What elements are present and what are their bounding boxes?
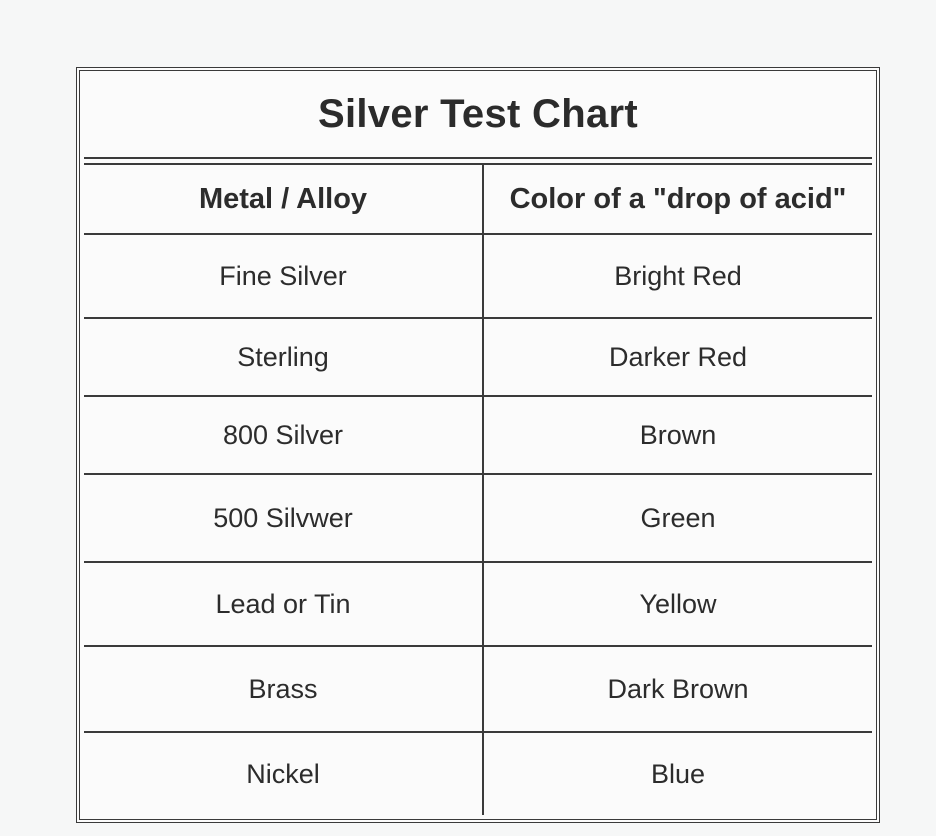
silver-test-chart	[76, 67, 880, 823]
color-cell: Yellow	[483, 562, 872, 646]
title-box	[84, 75, 872, 159]
metal-cell: Fine Silver	[84, 234, 483, 318]
header-metal-alloy: Metal / Alloy	[84, 165, 483, 234]
silver-test-table	[84, 165, 872, 815]
metal-cell: Lead or Tin	[84, 562, 483, 646]
table-container	[84, 163, 872, 815]
header-acid-color: Color of a "drop of acid"	[483, 165, 872, 234]
color-cell: Brown	[483, 396, 872, 474]
color-cell: Darker Red	[483, 318, 872, 396]
metal-cell: Sterling	[84, 318, 483, 396]
table-row	[84, 646, 872, 732]
color-cell: Bright Red	[483, 234, 872, 318]
table-row	[84, 732, 872, 815]
color-cell: Blue	[483, 732, 872, 815]
table-row	[84, 234, 872, 318]
table-row	[84, 562, 872, 646]
metal-cell: Nickel	[84, 732, 483, 815]
table-row	[84, 396, 872, 474]
color-cell: Dark Brown	[483, 646, 872, 732]
color-cell: Green	[483, 474, 872, 562]
header-row	[84, 165, 872, 234]
metal-cell: 500 Silvwer	[84, 474, 483, 562]
metal-cell: 800 Silver	[84, 396, 483, 474]
chart-title: Silver Test Chart	[317, 91, 639, 136]
metal-cell: Brass	[84, 646, 483, 732]
table-row	[84, 474, 872, 562]
table-row	[84, 318, 872, 396]
